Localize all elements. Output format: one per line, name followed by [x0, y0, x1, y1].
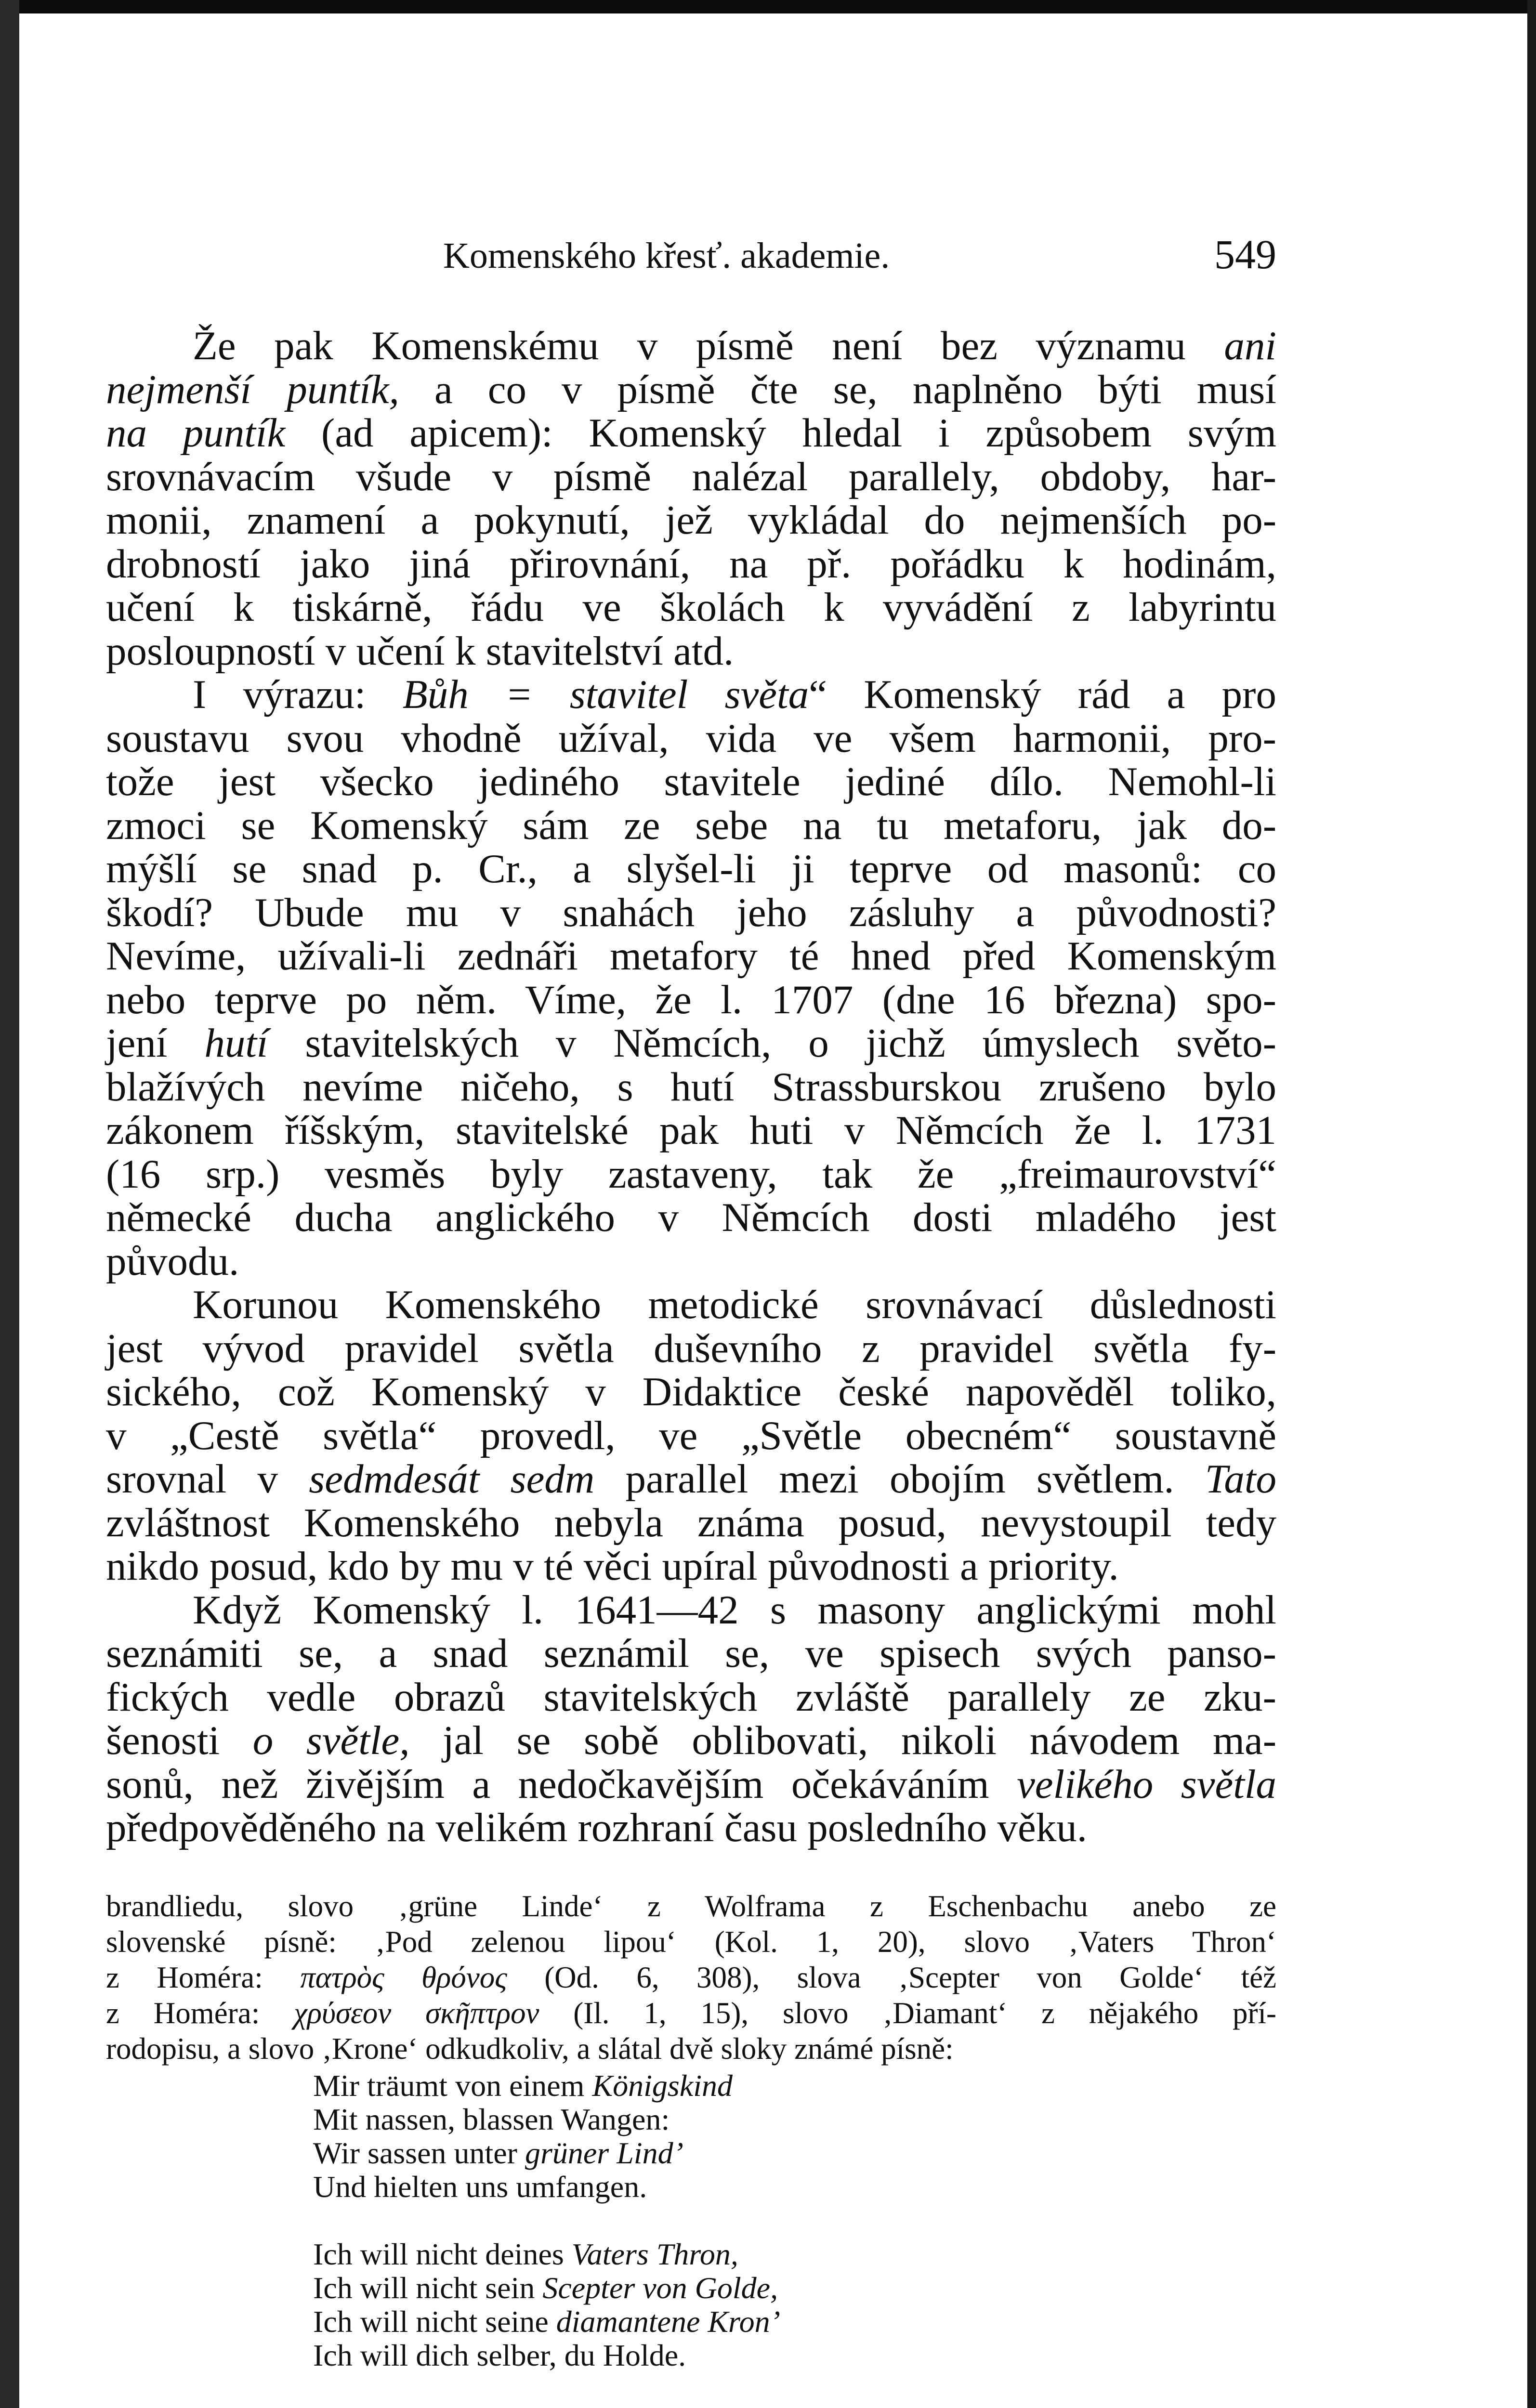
text-run: jal se sobě oblibovati, nikoli návodem ma- — [409, 1718, 1277, 1763]
poem-line — [313, 2238, 780, 2271]
text-run: I výrazu: — [193, 672, 403, 717]
italic-text: ani — [1224, 323, 1276, 368]
poem-line — [313, 2069, 780, 2103]
text-line — [106, 891, 1276, 935]
text-run: rodopisu, a slovo ‚Krone‘ odkudkoliv, a slátal dvě sloky známé písně: — [106, 2032, 954, 2066]
poem-stanza — [313, 2069, 780, 2204]
text-run: z Homéra: — [106, 1996, 294, 2030]
italic-text: πατρὸς θρόνος — [300, 1961, 507, 1994]
footnote-line — [106, 1960, 1276, 1995]
book-page — [19, 13, 1527, 2408]
poem-line — [313, 2271, 780, 2305]
text-line — [106, 1675, 1276, 1719]
text-run: z Homéra: — [106, 1961, 301, 1994]
italic-text: grüner Lind’ — [525, 2136, 683, 2170]
text-run: (16 srp.) vesměs byly zastaveny, tak že „freimaurovství“ — [106, 1151, 1276, 1197]
text-line — [106, 498, 1276, 542]
italic-text: Vaters Thron, — [571, 2237, 738, 2271]
text-line — [106, 804, 1276, 848]
text-run: v „Cestě světla“ provedl, ve „Světle obecném“ soustavně — [106, 1413, 1276, 1458]
footnote-line — [106, 1924, 1276, 1960]
text-line — [106, 717, 1276, 760]
text-run: fických vedle obrazů stavitelských zvláště parallely ze zku- — [106, 1674, 1276, 1720]
text-run: zmoci se Komenský sám ze sebe na tu metaforu, jak do- — [106, 802, 1276, 848]
text-line — [106, 673, 1276, 717]
text-run: Wir sassen unter — [313, 2136, 525, 2170]
footnote-line — [106, 1995, 1276, 2031]
italic-text: Tato — [1205, 1456, 1277, 1502]
scan-border-right — [1527, 0, 1536, 2408]
text-run: původu. — [106, 1238, 239, 1284]
text-line — [106, 1763, 1276, 1806]
text-run: drobností jako jiná přirovnání, na př. pořádku k hodinám, — [106, 541, 1276, 587]
italic-text: Königskind — [592, 2068, 733, 2103]
text-run: “ Komenský rád a pro — [809, 672, 1276, 717]
italic-text: diamantene Kron’ — [556, 2304, 780, 2339]
text-line — [106, 1327, 1276, 1371]
text-run: šenosti — [106, 1718, 253, 1763]
page-number: 549 — [1214, 231, 1276, 277]
text-line — [106, 1719, 1276, 1763]
text-run: Ich will dich selber, du Holde. — [313, 2338, 686, 2372]
italic-text: Bůh = stavitel světa — [402, 672, 809, 717]
text-line — [106, 542, 1276, 586]
text-line — [106, 1240, 1276, 1283]
text-run: Mir träumt von einem — [313, 2068, 592, 2103]
text-line — [106, 1501, 1276, 1545]
paragraph — [106, 324, 1276, 673]
text-line — [106, 1196, 1276, 1240]
text-line — [106, 1588, 1276, 1632]
text-run: Mit nassen, blassen Wangen: — [313, 2102, 670, 2136]
paragraph — [106, 673, 1276, 1283]
text-line — [106, 586, 1276, 629]
text-line — [106, 1283, 1276, 1327]
text-run: Když Komenský l. 1641—42 s masony anglickými mohl — [193, 1587, 1276, 1633]
text-run: jest vývod pravidel světla duševního z pravidel světla fy- — [106, 1325, 1276, 1371]
text-line — [106, 1414, 1276, 1458]
text-run: škodí? Ubude mu v snahách jeho zásluhy a původnosti? — [106, 890, 1276, 935]
text-run: jení — [106, 1021, 205, 1066]
text-run: Ich will nicht sein — [313, 2271, 543, 2305]
text-run: sického, což Komenský v Didaktice české napověděl toliko, — [106, 1369, 1276, 1414]
text-run: zvláštnost Komenského nebyla známa posud, nevystoupil tedy — [106, 1500, 1276, 1545]
text-run: srovnávacím všude v písmě nalézal parallely, obdoby, har- — [106, 454, 1276, 499]
text-run: (Il. 1, 15), slovo ‚Diamant‘ z nějakého pří- — [539, 1996, 1277, 2030]
scan-border-top — [0, 0, 1536, 13]
italic-text: nejmenší puntík, — [106, 366, 399, 412]
main-text — [106, 324, 1276, 1850]
poem-line — [313, 2339, 780, 2372]
scan-border-left — [0, 0, 19, 2408]
text-line — [106, 1109, 1276, 1152]
text-line — [106, 1152, 1276, 1196]
text-line — [106, 1806, 1276, 1850]
text-run: srovnal v — [106, 1456, 309, 1502]
italic-text: Scepter von Golde, — [542, 2271, 778, 2305]
text-line — [106, 1021, 1276, 1065]
text-run: slovenské písně: ‚Pod zelenou lipou‘ (Kol. 1, 20), slovo ‚Vaters Thron‘ — [106, 1925, 1276, 1959]
text-run: učení k tiskárně, řádu ve školách k vyvádění z labyrintu — [106, 585, 1276, 630]
text-run: Nevíme, užívali-li zednáři metafory té hned před Komenským — [106, 933, 1276, 979]
text-line — [106, 760, 1276, 804]
text-run: nikdo posud, kdo by mu v té věci upíral původnosti a priority. — [106, 1544, 1119, 1589]
text-run: mýšlí se snad p. Cr., a slyšel-li ji teprve od masonů: co — [106, 846, 1276, 891]
text-run: (Od. 6, 308), slova ‚Scepter von Golde‘ též — [507, 1961, 1276, 1994]
page-header — [106, 225, 1276, 283]
text-run: Ich will nicht seine — [313, 2304, 556, 2339]
text-run: soustavu svou vhodně užíval, vida ve všem harmonii, pro- — [106, 715, 1276, 761]
text-run: blažívých nevíme ničeho, s hutí Strassburskou zrušeno bylo — [106, 1064, 1276, 1110]
text-run: (ad apicem): Komenský hledal i způsobem svým — [285, 410, 1276, 456]
text-run: Und hielten uns umfangen. — [313, 2170, 647, 2204]
text-line — [106, 411, 1276, 455]
text-line — [106, 629, 1276, 673]
poem-line — [313, 2305, 780, 2339]
text-run: monii, znamení a pokynutí, jež vykládal do nejmenších po- — [106, 497, 1276, 543]
text-run: tože jest všecko jediného stavitele jediné dílo. Nemohl-li — [106, 759, 1276, 804]
running-title: Komenského křesť. akademie. — [443, 236, 890, 276]
text-line — [106, 1065, 1276, 1109]
italic-text: na puntík — [106, 410, 286, 456]
text-run: parallel mezi obojím světlem. — [594, 1456, 1205, 1502]
text-line — [106, 455, 1276, 499]
footnote — [106, 1888, 1276, 2067]
text-line — [106, 847, 1276, 891]
text-line — [106, 934, 1276, 978]
text-run: německé ducha anglického v Němcích dosti mladého jest — [106, 1195, 1276, 1240]
paragraph — [106, 1283, 1276, 1588]
text-run: a co v písmě čte se, naplněno býti musí — [399, 366, 1276, 412]
text-run: seznámiti se, a snad seznámil se, ve spisech svých panso- — [106, 1631, 1276, 1676]
text-line — [106, 1632, 1276, 1675]
paragraph — [106, 1588, 1276, 1850]
text-run: stavitelských v Němcích, o jichž úmyslech světo- — [268, 1021, 1276, 1066]
text-run: sonů, než živějším a nedočkavějším očekáváním — [106, 1761, 1017, 1807]
text-line — [106, 368, 1276, 412]
text-line — [106, 978, 1276, 1022]
italic-text: sedmdesát sedm — [309, 1456, 595, 1502]
text-run: Korunou Komenského metodické srovnávací důslednosti — [193, 1282, 1276, 1327]
text-run: zákonem říšským, stavitelské pak huti v Němcích že l. 1731 — [106, 1108, 1276, 1153]
poem-stanza — [313, 2238, 780, 2372]
italic-text: hutí — [204, 1021, 268, 1066]
footnote-line — [106, 2031, 1276, 2067]
italic-text: velikého světla — [1017, 1761, 1276, 1807]
text-run: Že pak Komenskému v písmě není bez významu — [193, 323, 1224, 368]
text-run: posloupností v učení k stavitelství atd. — [106, 628, 734, 674]
poem-line — [313, 2136, 780, 2170]
poem-line — [313, 2170, 780, 2204]
italic-text: χρύσεον σκῆπτρον — [294, 1996, 539, 2030]
italic-text: o světle, — [252, 1718, 410, 1763]
text-line — [106, 324, 1276, 368]
text-line — [106, 1457, 1276, 1501]
footnote-line — [106, 1888, 1276, 1924]
poem-line — [313, 2103, 780, 2136]
poem — [313, 2069, 780, 2406]
text-run: nebo teprve po něm. Víme, že l. 1707 (dne 16 března) spo- — [106, 977, 1276, 1022]
text-line — [106, 1544, 1276, 1588]
text-line — [106, 1370, 1276, 1414]
text-run: předpověděného na velikém rozhraní času posledního věku. — [106, 1805, 1087, 1850]
text-run: brandliedu, slovo ‚grüne Linde‘ z Wolframa z Eschenbachu anebo ze — [106, 1889, 1276, 1923]
text-run: Ich will nicht deines — [313, 2237, 572, 2271]
